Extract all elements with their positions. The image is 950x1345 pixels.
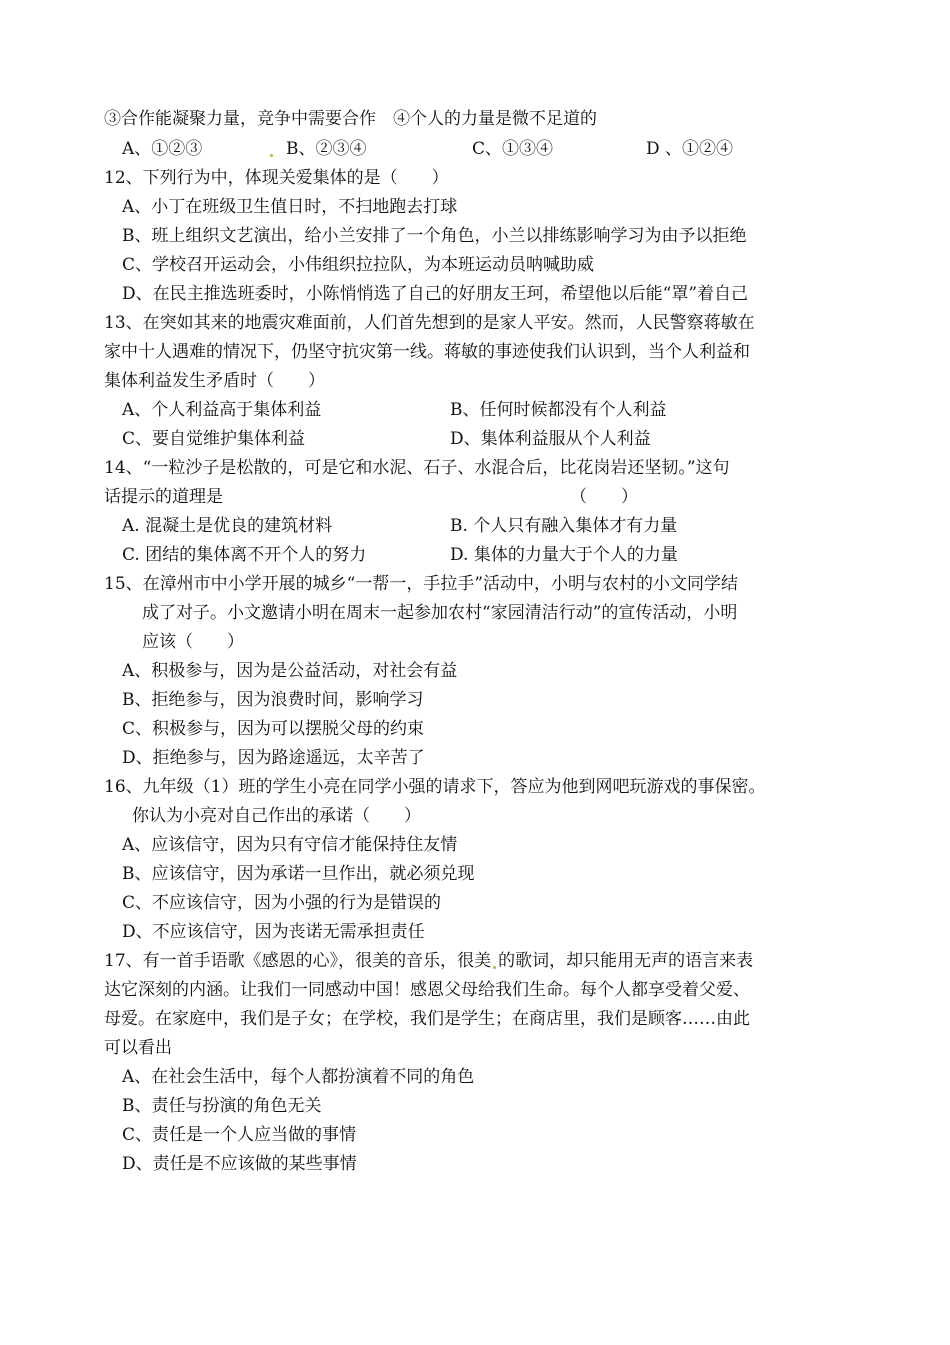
q16-option-d: D、不应该信守，因为丧诺无需承担责任 [122,922,425,942]
q13-option-a: A、个人利益高于集体利益 [122,400,322,420]
q17-option-d: D、责任是不应该做的某些事情 [122,1154,357,1174]
q14-stem-line-1: 14、“一粒沙子是松散的，可是它和水泥、石子、水混合后，比花岗岩还坚韧。”这句 [104,458,730,478]
q15-option-c: C、积极参与，因为可以摆脱父母的约束 [122,719,425,739]
q17-stem-line-1-part-a: 17、有一首手语歌《感恩的心》，很美的音乐，很美 [104,951,492,971]
q11-option-d: D 、①②④ [646,139,734,159]
q11-option-c: C、①③④ [472,139,554,159]
q17-stem-line-3: 母爱。在家庭中，我们是子女；在学校，我们是学生；在商店里，我们是顾客……由此 [104,1009,750,1029]
q16-option-a: A、应该信守，因为只有守信才能保持住友情 [122,835,458,855]
q13-option-c: C、要自觉维护集体利益 [122,429,306,449]
q12-option-a: A、小丁在班级卫生值日时，不扫地跑去打球 [122,197,458,217]
q11-stem-tail: ③合作能凝聚力量，竞争中需要合作 ④个人的力量是微不足道的 [104,109,597,129]
q13-option-b: B、任何时候都没有个人利益 [450,400,667,420]
q15-stem-line-2: 成了对子。小文邀请小明在周末一起参加农村“家园清洁行动”的宣传活动，小明 [142,603,738,623]
q13-stem-line-2: 家中十人遇难的情况下，仍坚守抗灾第一线。蒋敏的事迹使我们认识到，当个人利益和 [104,342,750,362]
q16-stem-line-2: 你认为小亮对自己作出的承诺（ ） [132,806,421,826]
q17-stem-line-4: 可以看出 [104,1038,172,1058]
dot-marker-icon [493,966,496,969]
q17-stem-line-1-part-b: 的歌词，却只能用无声的语言来表 [498,951,754,971]
q12-option-c: C、学校召开运动会，小伟组织拉拉队，为本班运动员呐喊助威 [122,255,595,275]
q14-option-c: C. 团结的集体离不开个人的努力 [122,545,367,565]
q14-option-b: B. 个人只有融入集体才有力量 [450,516,678,536]
q12-stem: 12、下列行为中，体现关爱集体的是（ ） [104,168,449,188]
q15-option-d: D、拒绝参与，因为路途遥远，太辛苦了 [122,748,425,768]
q15-stem-line-1: 15、在漳州市中小学开展的城乡“一帮一，手拉手”活动中，小明与农村的小文同学结 [104,574,739,594]
q13-stem-line-1: 13、在突如其来的地震灾难面前，人们首先想到的是家人平安。然而，人民警察蒋敏在 [104,313,755,333]
q14-option-a: A. 混凝土是优良的建筑材料 [122,516,333,536]
q17-option-b: B、责任与扮演的角色无关 [122,1096,322,1116]
q12-option-b: B、班上组织文艺演出，给小兰安排了一个角色，小兰以排练影响学习为由予以拒绝 [122,226,747,246]
q13-option-d: D、集体利益服从个人利益 [450,429,651,449]
q17-option-c: C、责任是一个人应当做的事情 [122,1125,357,1145]
q12-option-d: D、在民主推选班委时，小陈悄悄选了自己的好朋友王珂，希望他以后能“罩”着自己 [122,284,749,304]
q16-option-b: B、应该信守，因为承诺一旦作出，就必须兑现 [122,864,475,884]
q14-option-d: D. 集体的力量大于个人的力量 [450,545,678,565]
q11-dot-marker [268,138,275,160]
q15-option-b: B、拒绝参与，因为浪费时间，影响学习 [122,690,424,710]
q14-stem-line-2: 话提示的道理是 [104,487,223,507]
q15-stem-line-3: 应该（ ） [142,632,244,652]
q17-option-a: A、在社会生活中，每个人都扮演着不同的角色 [122,1067,475,1087]
q11-option-a: A、①②③ [122,139,203,159]
q16-option-c: C、不应该信守，因为小强的行为是错误的 [122,893,442,913]
q15-option-a: A、积极参与，因为是公益活动，对社会有益 [122,661,458,681]
q14-answer-bracket: （ ） [570,487,638,507]
q17-stem-line-2: 达它深刻的内涵。让我们一同感动中国！感恩父母给我们生命。每个人都享受着父爱、 [104,980,750,1000]
q13-stem-line-3: 集体利益发生矛盾时（ ） [104,371,325,391]
q16-stem-line-1: 16、九年级（1）班的学生小亮在同学小强的请求下，答应为他到网吧玩游戏的事保密。 [104,777,766,797]
q17-stem-line-1 [104,950,753,972]
dot-marker-icon [270,154,273,157]
q11-option-b: B、②③④ [286,139,367,159]
